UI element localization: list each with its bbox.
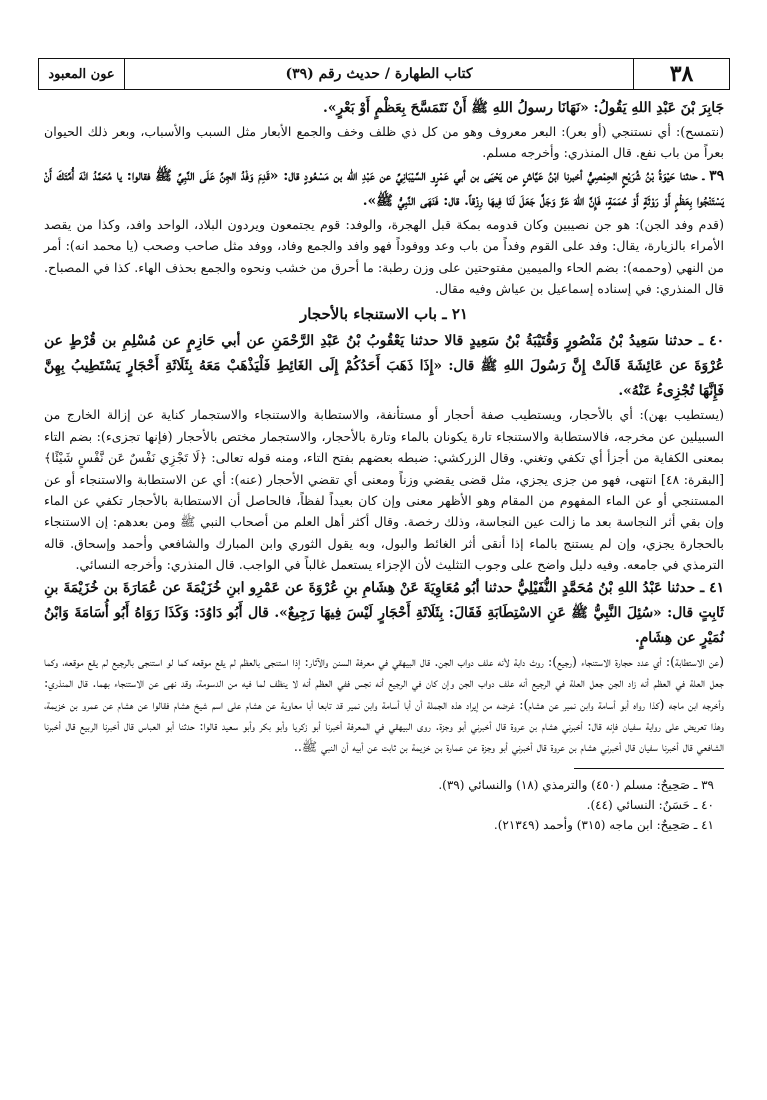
document-page [38,58,730,835]
page-header [38,58,730,90]
footnotes [44,775,724,835]
commentary-text: (عن الاستطابة): أي عدد حجارة الاستنجاء (رجيع): روث دابة لأنه علف دواب الجن. قال البيهقي في معرفة السنن والآثار: إذا استنجى بالعظم لم يقع موقعه كما لو استنجى بالرجيع لم يقع موقعه، وكما جعل العلة في العظم أنه زاد الجن جعل العلة في الرجيع أنه علف دواب الجن وإن كان في الرجيع أنه نجس ففي العظم أنه لا ينظف لما فيه من الدسومة، وقد نهى عن الاستنجاء بهما. قال المنذري: وأخرجه ابن ماجه (كذا رواه أبو أسامة وابن نمير عن هشام): غرضه من إيراد هذه الجملة أن أبا أسامة وابن نمير قد تابعا أبا معاوية عن هشام على اسم شيخ هشام فقالوا عن هشام عن عمرو بن خزيمة، وهذا تعريض على رواية سفيان فإنه قال: أخبرني هشام بن عروة قال أخبرني أبو وجزة. روى البيهقي في المعرفة أخبرنا أبو زكريا وأبو بكر وأبو سعيد قالوا: حدثنا أبو العباس قال أخبرنا الربيع قال أخبرنا الشافعي قال أخبرنا سفيان قال أخبرني هشام بن عروة قال أخبرني أبو وجزة عن عمارة بن خزيمة بن ثابت عن أبيه أن النبي ﷺ.. [44,653,724,755]
hadith-text: ٣٩ ـ حدثنا حَيْوَةُ بْنُ شُرَيْحٍ الحِمْصِيُّ أخبرنا ابْنُ عَيَّاشٍ عن يَحْيَى بن أبي عَمْرٍو السَّيْبَانِيِّ عن عَبْدِ الله بن مَسْعُودٍ قال: «قَدِمَ وَفْدُ الجِنِّ عَلَى النَّبِيِّ ﷺ فقالوا: يا مُحَمَّدُ انْهَ أُمَّتَكَ أَنْ يَسْتَنْجُوا بِعَظْمٍ أَوْ رَوْثَةٍ أَوْ حُمَمَةٍ، فَإِنَّ اللهَ عَزَّ وَجَلَّ جَعَلَ لَنَا فِيهَا رِزْقاً. قال: فَنَهَى النَّبِيُّ ﷺ». [44,167,724,209]
page-body [38,90,730,835]
commentary-text: (قدم وفد الجن): هو جن نصيبين وكان قدومه بمكة قبل الهجرة، والوفد: قوم يجتمعون ويردون البلاد، الواحد وافد، وكذا من يقصد الأمراء بالزيارة، يقال: وفد على القوم وفداً من باب وعد ووفوداً فهو وافد والجمع وفاد، ووفد مثل صاحب وصحب (يا محمد انه): أمر من النهي (وحممه): بضم الحاء والميمين مفتوحتين على وزن رطبة: ما أحرق من خشب ونحوه والجمع بحذف الهاء. كذا في المصباح. قال المنذري: في إسناده إسماعيل بن عياش وفيه مقال. [44,216,724,297]
chapter-title: كتاب الطهارة / حديث رقم (٣٩) [285,66,473,82]
footnote: ٣٩ ـ صَحِيحٌ: مسلم (٤٥٠) والترمذي (١٨) والنسائي (٣٩). [438,777,714,792]
section-heading: ٢١ ـ باب الاستنجاء بالأحجار [300,305,468,324]
hadith-text: ٤١ ـ حدثنا عَبْدُ اللهِ بْنُ مُحَمَّدٍ النُّفَيْلِيُّ حدثنا أبُو مُعَاوِيَةَ عَنْ هِشَامِ بنِ عُرْوَةَ عن عَمْرِو ابنِ خُزَيْمَةَ عن عُمَارَةَ بن خُزَيْمَةَ بنِ ثَابِتٍ قال: «سُئِلَ النَّبِيُّ ﷺ عَنِ الاسْتِطَابَةِ فَقَالَ: بِثَلَاثَةِ أَحْجَارٍ لَيْسَ فِيهَا رَجِيعٌ». قال أَبُو دَاوُدَ: وَكَذَا رَوَاهُ أَبُو أُسَامَةَ وَابْنُ نُمَيْرٍ عن هِشَامٍ. [44,579,724,646]
page-number: ٣٨ [633,59,729,89]
commentary-text: (نتمسح): أي نستنجي (أو بعر): البعر معروف وهو من كل ذي ظلف وخف والجمع الأبعار مثل السبب والأسباب، وبعر ذلك الحيوان بعراً من باب نفع. قال المنذري: وأخرجه مسلم. [44,124,724,161]
hadith-text: جَابِرَ بْنَ عَبْدِ اللهِ يَقُولُ: «نَهَانَا رسولُ اللهِ ﷺ أَنْ نَتَمَسَّحَ بِعَظْمٍ أَوْ بَعْرٍ». [323,100,724,116]
footnote: ٤١ ـ صَحِيحٌ: ابن ماجه (٣١٥) وأحمد (٢١٣٤٩). [493,817,714,832]
footnote-divider [574,768,724,769]
hadith-text: ٤٠ ـ حدثنا سَعِيدُ بْنُ مَنْصُورٍ وَقُتَيْبَةُ بْنُ سَعِيدٍ قالا حدثنا يَعْقُوبُ بْنُ عَبْدِ الرَّحْمَنِ عن أبي حَازِمٍ عن مُسْلِمِ بن قُرْطٍ عن عُرْوَةَ عن عَائِشَةَ قَالَتْ إِنَّ رَسُولَ اللهِ ﷺ قال: «إِذَا ذَهَبَ أَحَدُكُمْ إِلَى الغَائِطِ فَلْيَذْهَبْ مَعَهُ بِثَلَاثَةِ أَحْجَارٍ يَسْتَطِيبُ بِهِنَّ فَإِنَّهَا تُجْزِىءُ عَنْهُ». [44,333,724,400]
book-title: عون المعبود [39,59,125,89]
commentary-text: (يستطيب بهن): أي بالأحجار، ويستطيب صفة أحجار أو مستأنفة، والاستطابة والاستنجاء والاستجمار كناية عن إزالة الخارج من السبيلين عن مخرجه، فالاستطابة والاستنجاء تارة يكونان بالماء وتارة بالأحجار، والاستجمار مختص بالأحجار (فإنها تجزىء): بضم التاء بمعنى الكفاية من أجزأ أي تكفي وتغني. وقال الزركشي: ضبطه بعضهم بفتح التاء، ومنه قوله تعالى: ﴿لَا تَجْزِي نَفْسٌ عَن نَّفْسٍ شَيْئًا﴾ [البقرة: ٤٨] انتهى، فهو من جزى يجزي، مثل قضى يقضي وزناً ومعنى أي تقضي الأحجار (عنه): أي عن الاستطابة والاستنجاء أو عن المستنجي أو عن الماء المفهوم من المقام وهو الأظهر معنى وإن كان بعيداً لفظاً، فالحاصل أن الاستطابة بالأحجار تكفي عن الماء وإن بقي أثر النجاسة بعد ما زالت عين النجاسة، وذلك رخصة. وقال أكثر أهل العلم من أصحاب النبي ﷺ ومن بعدهم: إن الاستنجاء بالحجارة يجزي، وإن لم يستنج بالماء إذا أنقى أثر الغائط والبول، وبه يقول الثوري وابن المبارك والشافعي وأحمد وإسحاق. قاله الترمذي في جامعه. وفيه دليل واضح على وجوب التثليث لأن الإجزاء يستعمل غالباً في الواجب. قال المنذري: وأخرجه النسائي. [44,407,724,573]
footnote: ٤٠ ـ حَسَنٌ: النسائي (٤٤). [586,797,714,812]
